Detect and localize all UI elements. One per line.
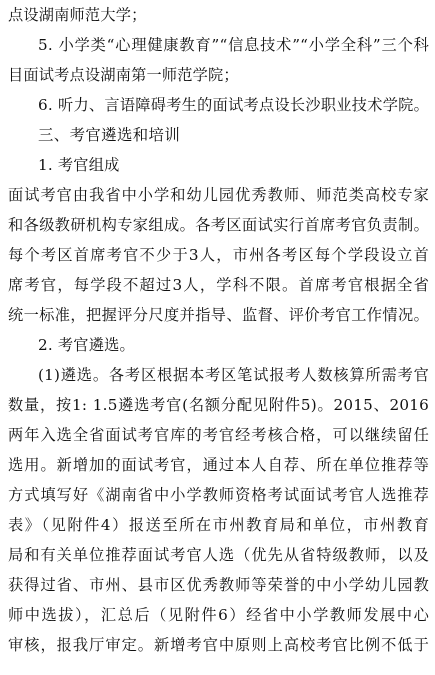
text-line: 点设湖南师范大学； [8, 6, 147, 24]
text-line: 席考官，每学段不超过3人，学科不限。首席考官根据全省 [8, 276, 429, 294]
text-line: 获得过省、市州、县市区优秀教师等荣誉的中小学幼儿园教 [8, 576, 429, 594]
text-line: 目面试考点设湖南第一师范学院； [8, 66, 239, 84]
subsection-title: 2. 考官遴选。 [38, 336, 135, 354]
section-heading: 三、考官遴选和培训 [38, 126, 181, 144]
text-line: 6. 听力、言语障碍考生的面试考点设长沙职业技术学院。 [38, 96, 429, 114]
text-line: 审核，报我厅审定。新增考官中原则上高校考官比例不低于 [8, 636, 429, 654]
text-line: 面试考官由我省中小学和幼儿园优秀教师、师范类高校专家 [8, 186, 429, 204]
text-line: 统一标准，把握评分尺度并指导、监督、评价考官工作情况。 [8, 306, 429, 324]
subsection-title: 1. 考官组成 [38, 156, 120, 174]
text-line: 每个考区首席考官不少于3人，市州各考区每个学段设立首 [8, 246, 429, 264]
text-line: (1)遴选。各考区根据本考区笔试报考人数核算所需考官 [38, 366, 429, 384]
text-line: 5. 小学类“心理健康教育”“信息技术”“小学全科”三个科 [38, 36, 429, 54]
text-line: 和各级教研机构专家组成。各考区面试实行首席考官负责制。 [8, 216, 429, 234]
text-line: 选用。新增加的面试考官，通过本人自荐、所在单位推荐等 [8, 456, 429, 474]
text-line: 数量，按1: 1.5遴选考官(名额分配见附件5)。2015、2016 [8, 396, 429, 414]
text-line: 师中选拔），汇总后（见附件6）经省中小学教师发展中心 [8, 606, 429, 624]
text-line: 方式填写好《湖南省中小学教师资格考试面试考官人选推荐 [8, 486, 429, 504]
text-line: 两年入选全省面试考官库的考官经考核合格，可以继续留任 [8, 426, 429, 444]
text-line: 表》（见附件4）报送至所在市州教育局和单位，市州教育 [8, 516, 429, 534]
text-line: 局和有关单位推荐面试考官人选（优先从省特级教师，以及 [8, 546, 429, 564]
